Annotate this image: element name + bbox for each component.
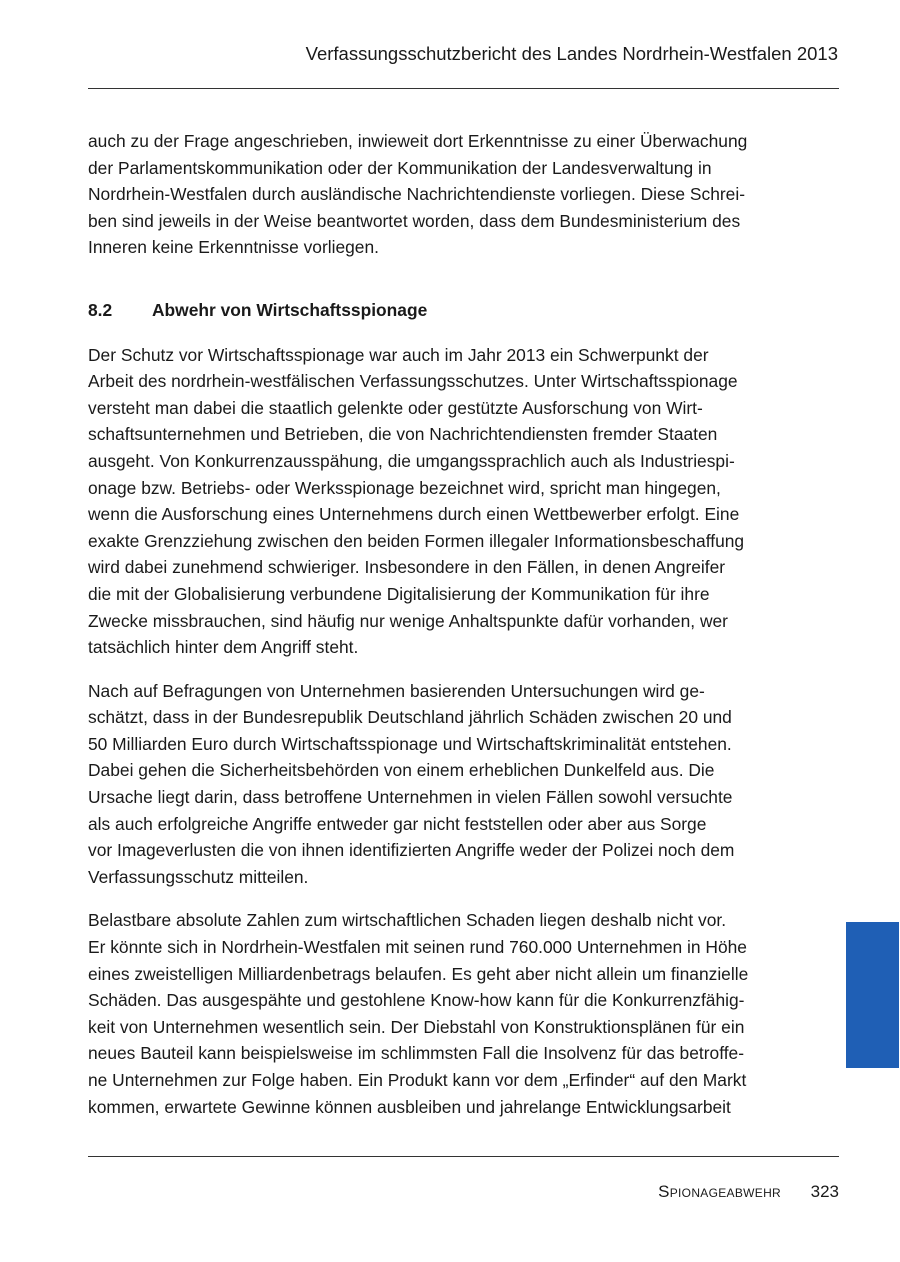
paragraph-line: wird dabei zunehmend schwieriger. Insbesondere in den Fällen, in denen Angreifer bbox=[88, 557, 726, 578]
paragraph-line: tatsächlich hinter dem Angriff steht. bbox=[88, 637, 359, 658]
section-heading bbox=[88, 297, 800, 324]
paragraph-line: Belastbare absolute Zahlen zum wirtschaftlichen Schaden liegen deshalb nicht vor. bbox=[88, 910, 727, 931]
paragraph-line: exakte Grenzziehung zwischen den beiden Formen illegaler Informationsbeschaffung bbox=[88, 530, 745, 551]
footer-section-label: Spionageabwehr bbox=[658, 1182, 781, 1201]
paragraph-line: auch zu der Frage angeschrieben, inwieweit dort Erkenntnisse zu einer Überwachung bbox=[88, 131, 748, 151]
body-paragraph-2 bbox=[88, 678, 800, 891]
paragraph-line: Inneren keine Erkenntnisse vorliegen. bbox=[88, 237, 379, 258]
paragraph-line: Nach auf Befragungen von Unternehmen basierenden Untersuchungen wird ge- bbox=[88, 680, 705, 701]
paragraph-line: Dabei gehen die Sicherheitsbehörden von einem erheblichen Dunkelfeld aus. Die bbox=[88, 760, 715, 781]
page-header-title: Verfassungsschutzbericht des Landes Nordrhein-Westfalen 2013 bbox=[305, 43, 838, 64]
paragraph-line: als auch erfolgreiche Angriffe entweder gar nicht feststellen oder aber aus Sorge bbox=[88, 813, 707, 834]
paragraph-line: Ursache liegt darin, dass betroffene Unternehmen in vielen Fällen sowohl versuchte bbox=[88, 787, 733, 808]
paragraph-line: Nordrhein-Westfalen durch ausländische Nachrichtendienste vorliegen. Diese Schrei- bbox=[88, 184, 745, 205]
paragraph-line: schaftsunternehmen und Betrieben, die von Nachrichtendiensten fremder Staaten bbox=[88, 424, 718, 445]
intro-paragraph bbox=[88, 128, 800, 261]
body-paragraph-3 bbox=[88, 907, 800, 1120]
paragraph-line: keit von Unternehmen wesentlich sein. Der Diebstahl von Konstruktionsplänen für ein bbox=[88, 1016, 745, 1037]
paragraph-line: eines zweistelligen Milliardenbetrags belaufen. Es geht aber nicht allein um finanzielle bbox=[88, 963, 749, 984]
paragraph-line: die mit der Globalisierung verbundene Digitalisierung der Kommunikation für ihre bbox=[88, 583, 710, 604]
paragraph-line: 50 Milliarden Euro durch Wirtschaftsspionage und Wirtschaftskriminalität entstehen. bbox=[88, 733, 732, 754]
footer-rule bbox=[88, 1156, 839, 1157]
paragraph-line: onage bzw. Betriebs- oder Werksspionage bezeichnet wird, spricht man hingegen, bbox=[88, 477, 721, 498]
paragraph-line: Verfassungsschutz mitteilen. bbox=[88, 866, 309, 887]
header-rule bbox=[88, 88, 839, 89]
paragraph-line: Er könnte sich in Nordrhein-Westfalen mit seinen rund 760.000 Unternehmen in Höhe bbox=[88, 937, 747, 958]
paragraph-line: ben sind jeweils in der Weise beantwortet worden, dass dem Bundesministerium des bbox=[88, 210, 741, 231]
paragraph-line: schätzt, dass in der Bundesrepublik Deutschland jährlich Schäden zwischen 20 und bbox=[88, 707, 732, 728]
paragraph-line: Zwecke missbrauchen, sind häufig nur wenige Anhaltspunkte dafür vorhanden, wer bbox=[88, 610, 728, 631]
paragraph-line: wenn die Ausforschung eines Unternehmens durch einen Wettbewerber erfolgt. Eine bbox=[88, 504, 740, 525]
paragraph-line: Schäden. Das ausgespähte und gestohlene Know-how kann für die Konkurrenzfähig- bbox=[88, 990, 745, 1011]
chapter-side-tab bbox=[846, 922, 899, 1068]
paragraph-line: neues Bauteil kann beispielsweise im schlimmsten Fall die Insolvenz für das betroffe- bbox=[88, 1043, 745, 1064]
paragraph-line: ne Unternehmen zur Folge haben. Ein Produkt kann vor dem „Erfinder“ auf den Markt bbox=[88, 1070, 747, 1090]
section-number: 8.2 bbox=[88, 299, 113, 320]
paragraph-line: der Parlamentskommunikation oder der Kommunikation der Landesverwaltung in bbox=[88, 157, 712, 178]
paragraph-line: versteht man dabei die staatlich gelenkte oder gestützte Ausforschung von Wirt- bbox=[88, 397, 703, 418]
paragraph-line: Arbeit des nordrhein-westfälischen Verfassungsschutzes. Unter Wirtschaftsspionage bbox=[88, 371, 738, 392]
section-title: Abwehr von Wirtschaftsspionage bbox=[152, 299, 428, 320]
paragraph-line: ausgeht. Von Konkurrenzausspähung, die umgangssprachlich auch als Industriespi- bbox=[88, 450, 735, 471]
paragraph-line: vor Imageverlusten die von ihnen identifizierten Angriffe weder der Polizei noch dem bbox=[88, 840, 735, 861]
page-body bbox=[88, 128, 800, 1120]
page-number: 323 bbox=[810, 1182, 839, 1201]
body-paragraph-1 bbox=[88, 342, 800, 661]
paragraph-line: Der Schutz vor Wirtschaftsspionage war auch im Jahr 2013 ein Schwerpunkt der bbox=[88, 344, 709, 365]
paragraph-line: kommen, erwartete Gewinne können ausbleiben und jahrelange Entwicklungsarbeit bbox=[88, 1096, 731, 1117]
